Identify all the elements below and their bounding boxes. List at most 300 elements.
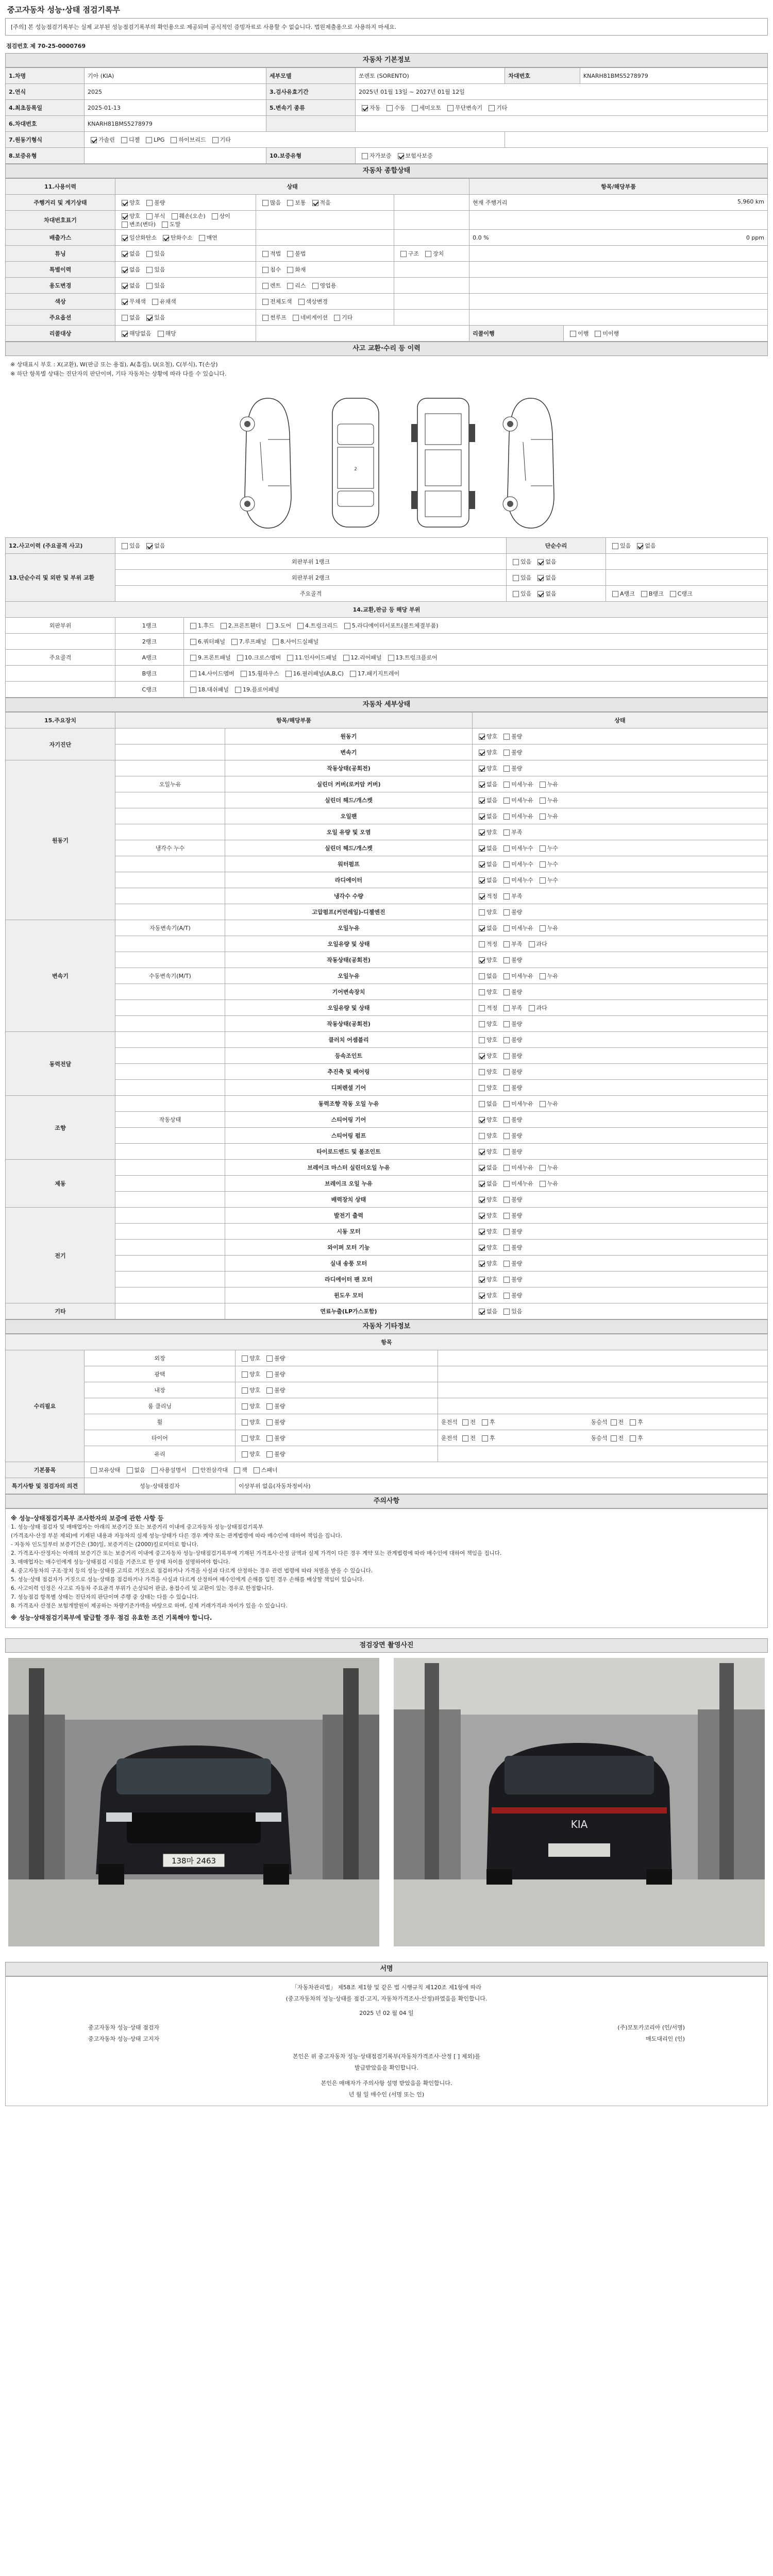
checkbox-option[interactable]: 양호 <box>476 1275 497 1283</box>
checkbox-icon[interactable] <box>122 283 128 289</box>
checkbox-option[interactable]: 미세누수 <box>500 876 533 884</box>
checkbox-icon[interactable] <box>158 331 164 337</box>
checkbox-icon[interactable] <box>146 283 153 289</box>
checkbox-icon[interactable] <box>262 299 268 305</box>
checkbox-option[interactable]: 양호 <box>476 1211 497 1219</box>
checkbox-option[interactable]: 없음 <box>476 1307 497 1315</box>
checkbox-icon[interactable] <box>122 267 128 273</box>
checkbox-icon[interactable] <box>242 1403 248 1410</box>
checkbox-icon[interactable] <box>146 200 153 206</box>
checkbox-icon[interactable] <box>479 909 485 916</box>
checkbox-option[interactable]: 없음 <box>476 844 497 852</box>
checkbox-option[interactable]: 불량 <box>263 1418 285 1426</box>
checkbox-icon[interactable] <box>122 543 128 549</box>
checkbox-option[interactable]: 양호 <box>119 212 140 220</box>
checkbox-icon[interactable] <box>503 1165 510 1171</box>
checkbox-icon[interactable] <box>312 200 318 206</box>
checkbox-option[interactable]: 상이 <box>209 212 230 220</box>
checkbox-option[interactable]: 양호 <box>239 1418 260 1426</box>
checkbox-icon[interactable] <box>503 1053 510 1059</box>
checkbox-option[interactable]: 없음 <box>476 1179 497 1188</box>
checkbox-icon[interactable] <box>262 315 268 321</box>
checkbox-option[interactable]: 보통 <box>284 198 306 207</box>
checkbox-icon[interactable] <box>479 1245 485 1251</box>
checkbox-option[interactable]: 보험사보증 <box>395 151 433 160</box>
part-option[interactable]: 5.라디에이터서포트(볼트체결부품) <box>341 621 439 630</box>
checkbox-option[interactable]: 있음 <box>510 557 531 566</box>
checkbox-icon[interactable] <box>234 1467 240 1473</box>
checkbox-icon[interactable] <box>212 213 218 219</box>
checkbox-option[interactable]: 누유 <box>536 972 558 980</box>
checkbox-option[interactable]: 자동 <box>359 104 380 112</box>
checkbox-option[interactable]: 기타 <box>209 135 231 144</box>
checkbox-option[interactable]: 양호 <box>476 1020 497 1028</box>
checkbox-option[interactable]: 누수 <box>536 844 558 852</box>
checkbox-icon[interactable] <box>266 1451 273 1458</box>
checkbox-icon[interactable] <box>503 734 510 740</box>
checkbox-icon[interactable] <box>540 877 546 884</box>
checkbox-icon[interactable] <box>570 331 576 337</box>
checkbox-icon[interactable] <box>122 315 128 321</box>
part-option[interactable]: 9.프론트패널 <box>187 653 231 662</box>
checkbox-option[interactable]: 전 <box>608 1418 624 1426</box>
checkbox-icon[interactable] <box>503 1277 510 1283</box>
checkbox-icon[interactable] <box>540 1101 546 1107</box>
checkbox-option[interactable]: 누수 <box>536 876 558 884</box>
checkbox-icon[interactable] <box>266 1419 273 1426</box>
checkbox-icon[interactable] <box>503 1021 510 1027</box>
checkbox-option[interactable]: 적음 <box>309 198 331 207</box>
checkbox-icon[interactable] <box>479 1277 485 1283</box>
checkbox-icon[interactable] <box>529 1005 535 1011</box>
part-option[interactable]: 1.후드 <box>187 621 214 630</box>
checkbox-option[interactable]: 없음 <box>476 972 497 980</box>
checkbox-option[interactable]: 부식 <box>143 212 165 220</box>
checkbox-icon[interactable] <box>595 331 601 337</box>
checkbox-option[interactable]: 불량 <box>500 1147 522 1156</box>
checkbox-option[interactable]: 과다 <box>526 940 547 948</box>
checkbox-icon[interactable] <box>479 798 485 804</box>
checkbox-icon[interactable] <box>122 213 128 219</box>
checkbox-icon[interactable] <box>503 1245 510 1251</box>
checkbox-option[interactable]: 화재 <box>284 265 306 274</box>
checkbox-icon[interactable] <box>503 1149 510 1155</box>
checkbox-option[interactable]: 불량 <box>500 1020 522 1028</box>
checkbox-icon[interactable] <box>479 877 485 884</box>
checkbox-icon[interactable] <box>172 213 178 219</box>
checkbox-option[interactable]: 전 <box>608 1434 624 1442</box>
part-option[interactable]: 18.대쉬패널 <box>187 685 229 693</box>
checkbox-icon[interactable] <box>479 893 485 900</box>
part-option[interactable]: 8.사이드실패널 <box>270 637 318 646</box>
checkbox-icon[interactable] <box>152 299 158 305</box>
checkbox-option[interactable]: 없음 <box>534 589 556 598</box>
checkbox-icon[interactable] <box>479 1069 485 1075</box>
checkbox-option[interactable]: 양호 <box>476 1291 497 1299</box>
checkbox-option[interactable]: 과다 <box>526 1004 547 1012</box>
checkbox-icon[interactable] <box>362 105 368 111</box>
checkbox-icon[interactable] <box>447 105 453 111</box>
checkbox-option[interactable]: 불량 <box>500 908 522 916</box>
checkbox-option[interactable]: 없음 <box>119 313 140 321</box>
checkbox-option[interactable]: 미세누유 <box>500 812 533 820</box>
checkbox-icon[interactable] <box>242 1387 248 1394</box>
checkbox-option[interactable]: 누유 <box>536 796 558 804</box>
checkbox-option[interactable]: 불량 <box>263 1354 285 1362</box>
part-option[interactable]: 4.트렁크리드 <box>294 621 338 630</box>
buyer-signature-line[interactable]: 년 월 일 매수인 (서명 또는 인) <box>348 2091 425 2098</box>
checkbox-option[interactable]: 불량 <box>500 988 522 996</box>
checkbox-icon[interactable] <box>503 893 510 900</box>
checkbox-icon[interactable] <box>479 1053 485 1059</box>
checkbox-icon[interactable] <box>122 251 128 257</box>
checkbox-option[interactable]: 미세누유 <box>500 1099 533 1108</box>
checkbox-icon[interactable] <box>482 1419 488 1426</box>
checkbox-option[interactable]: 후 <box>627 1418 643 1426</box>
checkbox-icon[interactable] <box>193 1467 199 1473</box>
checkbox-icon[interactable] <box>503 798 510 804</box>
checkbox-option[interactable]: 훼손(오손) <box>169 212 206 220</box>
checkbox-icon[interactable] <box>479 1133 485 1139</box>
checkbox-icon[interactable] <box>630 1419 636 1426</box>
checkbox-option[interactable]: B랭크 <box>638 589 664 598</box>
checkbox-icon[interactable] <box>503 1261 510 1267</box>
checkbox-icon[interactable] <box>540 973 546 979</box>
checkbox-option[interactable]: 양호 <box>476 1083 497 1092</box>
checkbox-option[interactable]: 양호 <box>239 1386 260 1394</box>
checkbox-icon[interactable] <box>152 1467 158 1473</box>
checkbox-icon[interactable] <box>266 1371 273 1378</box>
checkbox-option[interactable]: 후 <box>627 1434 643 1442</box>
part-option[interactable]: 13.트렁크플로어 <box>385 653 438 662</box>
checkbox-option[interactable]: 없음 <box>476 1099 497 1108</box>
part-option[interactable]: 10.크로스멤버 <box>234 653 281 662</box>
checkbox-icon[interactable] <box>266 1403 273 1410</box>
checkbox-icon[interactable] <box>212 137 219 143</box>
checkbox-icon[interactable] <box>479 734 485 740</box>
checkbox-icon[interactable] <box>513 559 519 565</box>
checkbox-icon[interactable] <box>641 591 647 597</box>
checkbox-option[interactable]: 있음 <box>510 573 531 582</box>
checkbox-icon[interactable] <box>91 1467 97 1473</box>
checkbox-icon[interactable] <box>479 845 485 852</box>
checkbox-option[interactable]: 있음 <box>500 1307 522 1315</box>
part-option[interactable]: 14.사이드멤버 <box>187 669 234 677</box>
checkbox-option[interactable]: 불량 <box>500 1243 522 1251</box>
checkbox-icon[interactable] <box>503 1213 510 1219</box>
checkbox-option[interactable]: 양호 <box>476 748 497 756</box>
checkbox-option[interactable]: 양호 <box>119 198 140 207</box>
checkbox-icon[interactable] <box>503 845 510 852</box>
checkbox-option[interactable]: 없음 <box>476 924 497 932</box>
checkbox-option[interactable]: 미세누유 <box>500 924 533 932</box>
checkbox-option[interactable]: 누유 <box>536 1099 558 1108</box>
checkbox-icon[interactable] <box>479 1149 485 1155</box>
checkbox-icon[interactable] <box>479 1309 485 1315</box>
checkbox-icon[interactable] <box>162 222 168 228</box>
checkbox-icon[interactable] <box>479 782 485 788</box>
part-option[interactable]: 19.플로어패널 <box>232 685 279 693</box>
checkbox-option[interactable]: 불량 <box>500 1131 522 1140</box>
checkbox-icon[interactable] <box>287 251 293 257</box>
checkbox-option[interactable]: 수동 <box>383 104 405 112</box>
checkbox-icon[interactable] <box>262 200 268 206</box>
checkbox-option[interactable]: 적정 <box>476 892 497 900</box>
checkbox-icon[interactable] <box>121 137 127 143</box>
checkbox-option[interactable]: 없음 <box>119 265 140 274</box>
checkbox-icon[interactable] <box>479 861 485 868</box>
checkbox-icon[interactable] <box>146 315 153 321</box>
checkbox-option[interactable]: 누유 <box>536 1179 558 1188</box>
checkbox-option[interactable]: 적법 <box>259 249 281 258</box>
checkbox-icon[interactable] <box>412 105 418 111</box>
checkbox-option[interactable]: 보유상태 <box>88 1466 121 1474</box>
checkbox-icon[interactable] <box>503 1117 510 1123</box>
checkbox-icon[interactable] <box>479 1181 485 1187</box>
checkbox-icon[interactable] <box>503 1037 510 1043</box>
checkbox-option[interactable]: 불량 <box>500 956 522 964</box>
checkbox-option[interactable]: 없음 <box>143 541 165 550</box>
checkbox-icon[interactable] <box>540 1181 546 1187</box>
checkbox-icon[interactable] <box>146 267 153 273</box>
checkbox-icon[interactable] <box>266 1435 273 1442</box>
checkbox-icon[interactable] <box>637 543 643 549</box>
checkbox-option[interactable]: 양호 <box>476 1227 497 1235</box>
checkbox-icon[interactable] <box>479 1117 485 1123</box>
part-option[interactable]: 2.프론트휀더 <box>217 621 261 630</box>
checkbox-icon[interactable] <box>503 973 510 979</box>
checkbox-option[interactable]: 매연 <box>196 233 217 242</box>
checkbox-icon[interactable] <box>503 1069 510 1075</box>
checkbox-icon[interactable] <box>479 1021 485 1027</box>
checkbox-option[interactable]: 불량 <box>500 1115 522 1124</box>
checkbox-icon[interactable] <box>513 591 519 597</box>
checkbox-option[interactable]: 불량 <box>500 1067 522 1076</box>
checkbox-icon[interactable] <box>242 1355 248 1362</box>
checkbox-option[interactable]: 리스 <box>284 281 306 290</box>
checkbox-option[interactable]: 불량 <box>500 748 522 756</box>
checkbox-option[interactable]: 양호 <box>239 1402 260 1410</box>
checkbox-option[interactable]: 불량 <box>500 1052 522 1060</box>
checkbox-icon[interactable] <box>91 137 97 143</box>
checkbox-option[interactable]: 누유 <box>536 1163 558 1172</box>
checkbox-option[interactable]: 양호 <box>476 908 497 916</box>
checkbox-icon[interactable] <box>298 299 305 305</box>
checkbox-option[interactable]: 기타 <box>485 104 507 112</box>
checkbox-option[interactable]: 세미오토 <box>409 104 442 112</box>
checkbox-option[interactable]: 전 <box>459 1418 476 1426</box>
checkbox-option[interactable]: 없음 <box>476 812 497 820</box>
checkbox-icon[interactable] <box>146 137 152 143</box>
checkbox-icon[interactable] <box>540 845 546 852</box>
checkbox-icon[interactable] <box>122 299 128 305</box>
checkbox-option[interactable]: 불량 <box>263 1370 285 1378</box>
checkbox-icon[interactable] <box>479 989 485 995</box>
checkbox-option[interactable]: 양호 <box>476 988 497 996</box>
checkbox-icon[interactable] <box>479 1229 485 1235</box>
checkbox-option[interactable]: 유채색 <box>149 297 176 306</box>
checkbox-option[interactable]: 누유 <box>536 812 558 820</box>
checkbox-icon[interactable] <box>540 925 546 931</box>
checkbox-icon[interactable] <box>287 283 293 289</box>
checkbox-option[interactable]: 양호 <box>476 1131 497 1140</box>
checkbox-option[interactable]: 미이행 <box>592 329 619 337</box>
checkbox-option[interactable]: 양호 <box>476 1115 497 1124</box>
checkbox-option[interactable]: 네비게이션 <box>290 313 328 321</box>
checkbox-option[interactable]: 없음 <box>476 1163 497 1172</box>
checkbox-icon[interactable] <box>462 1419 468 1426</box>
checkbox-icon[interactable] <box>163 235 169 241</box>
checkbox-option[interactable]: 썬루프 <box>259 313 287 321</box>
checkbox-option[interactable]: 적정 <box>476 940 497 948</box>
checkbox-option[interactable]: 미세누수 <box>500 860 533 868</box>
checkbox-option[interactable]: 가솔린 <box>88 135 115 144</box>
checkbox-option[interactable]: 색상변경 <box>295 297 328 306</box>
checkbox-icon[interactable] <box>146 213 153 219</box>
checkbox-icon[interactable] <box>122 235 128 241</box>
checkbox-icon[interactable] <box>503 1197 510 1203</box>
checkbox-option[interactable]: 양호 <box>476 1259 497 1267</box>
checkbox-icon[interactable] <box>503 829 510 836</box>
part-option[interactable]: 11.인사이드패널 <box>284 653 337 662</box>
checkbox-option[interactable]: 불량 <box>263 1402 285 1410</box>
checkbox-option[interactable]: 부족 <box>500 1004 522 1012</box>
checkbox-icon[interactable] <box>503 1101 510 1107</box>
checkbox-option[interactable]: 없음 <box>476 876 497 884</box>
checkbox-option[interactable]: 침수 <box>259 265 281 274</box>
checkbox-option[interactable]: 불량 <box>500 732 522 740</box>
checkbox-icon[interactable] <box>503 1181 510 1187</box>
checkbox-icon[interactable] <box>503 1229 510 1235</box>
checkbox-icon[interactable] <box>462 1435 468 1442</box>
checkbox-option[interactable]: 불량 <box>500 1291 522 1299</box>
checkbox-icon[interactable] <box>146 251 153 257</box>
checkbox-option[interactable]: 양호 <box>476 1147 497 1156</box>
checkbox-option[interactable]: 없음 <box>124 1466 145 1474</box>
checkbox-icon[interactable] <box>503 1293 510 1299</box>
checkbox-option[interactable]: 양호 <box>239 1450 260 1458</box>
checkbox-option[interactable]: 해당없음 <box>119 329 152 337</box>
checkbox-option[interactable]: 미세누유 <box>500 1179 533 1188</box>
checkbox-icon[interactable] <box>254 1467 260 1473</box>
checkbox-icon[interactable] <box>611 1435 617 1442</box>
checkbox-option[interactable]: 없음 <box>476 796 497 804</box>
checkbox-icon[interactable] <box>479 1101 485 1107</box>
checkbox-option[interactable]: 무단변속기 <box>444 104 482 112</box>
checkbox-option[interactable]: 불량 <box>500 1036 522 1044</box>
checkbox-option[interactable]: 있음 <box>143 265 165 274</box>
checkbox-icon[interactable] <box>386 105 393 111</box>
checkbox-option[interactable]: LPG <box>143 137 164 143</box>
checkbox-option[interactable]: 불량 <box>500 1211 522 1219</box>
checkbox-icon[interactable] <box>540 782 546 788</box>
checkbox-icon[interactable] <box>266 1387 273 1394</box>
part-option[interactable]: 17.패키지트레이 <box>347 669 399 677</box>
checkbox-option[interactable]: 있음 <box>143 249 165 258</box>
checkbox-option[interactable]: 미세누유 <box>500 780 533 788</box>
checkbox-icon[interactable] <box>479 941 485 947</box>
checkbox-option[interactable]: 미세누유 <box>500 1163 533 1172</box>
checkbox-icon[interactable] <box>503 909 510 916</box>
checkbox-option[interactable]: 누수 <box>536 860 558 868</box>
checkbox-icon[interactable] <box>513 575 519 581</box>
checkbox-option[interactable]: 이행 <box>567 329 589 337</box>
checkbox-icon[interactable] <box>127 1467 133 1473</box>
checkbox-option[interactable]: 후 <box>479 1418 495 1426</box>
checkbox-option[interactable]: 누유 <box>536 780 558 788</box>
checkbox-option[interactable]: 변조(변타) <box>119 220 156 228</box>
checkbox-option[interactable]: 불법 <box>284 249 306 258</box>
checkbox-icon[interactable] <box>503 766 510 772</box>
checkbox-icon[interactable] <box>262 251 268 257</box>
checkbox-option[interactable]: 있음 <box>143 313 165 321</box>
checkbox-option[interactable]: 양호 <box>476 732 497 740</box>
checkbox-icon[interactable] <box>362 153 368 159</box>
checkbox-option[interactable]: 불량 <box>143 198 165 207</box>
checkbox-icon[interactable] <box>479 814 485 820</box>
checkbox-option[interactable]: 미세누유 <box>500 796 533 804</box>
checkbox-icon[interactable] <box>503 814 510 820</box>
checkbox-icon[interactable] <box>489 105 495 111</box>
checkbox-option[interactable]: 구조 <box>397 249 419 258</box>
checkbox-icon[interactable] <box>479 1213 485 1219</box>
checkbox-icon[interactable] <box>503 750 510 756</box>
checkbox-icon[interactable] <box>479 1261 485 1267</box>
checkbox-option[interactable]: 미세누유 <box>500 972 533 980</box>
checkbox-icon[interactable] <box>146 543 153 549</box>
checkbox-icon[interactable] <box>482 1435 488 1442</box>
checkbox-icon[interactable] <box>479 1037 485 1043</box>
checkbox-icon[interactable] <box>612 543 618 549</box>
checkbox-option[interactable]: 기타 <box>331 313 352 321</box>
checkbox-option[interactable]: 부족 <box>500 892 522 900</box>
checkbox-option[interactable]: 있음 <box>609 541 631 550</box>
checkbox-icon[interactable] <box>537 559 544 565</box>
checkbox-option[interactable]: 렌트 <box>259 281 281 290</box>
part-option[interactable]: 6.쿼터패널 <box>187 637 225 646</box>
checkbox-option[interactable]: 하이브리드 <box>167 135 206 144</box>
checkbox-icon[interactable] <box>242 1451 248 1458</box>
checkbox-icon[interactable] <box>503 941 510 947</box>
checkbox-option[interactable]: 양호 <box>476 1036 497 1044</box>
checkbox-icon[interactable] <box>242 1371 248 1378</box>
checkbox-icon[interactable] <box>503 989 510 995</box>
checkbox-icon[interactable] <box>242 1419 248 1426</box>
checkbox-option[interactable]: 없음 <box>119 249 140 258</box>
part-option[interactable]: 3.도어 <box>264 621 291 630</box>
checkbox-option[interactable]: 탄화수소 <box>160 233 193 242</box>
checkbox-option[interactable]: 불량 <box>500 1083 522 1092</box>
checkbox-icon[interactable] <box>503 782 510 788</box>
checkbox-option[interactable]: 불량 <box>500 1275 522 1283</box>
checkbox-icon[interactable] <box>425 251 431 257</box>
checkbox-option[interactable]: 잭 <box>231 1466 247 1474</box>
checkbox-icon[interactable] <box>122 200 128 206</box>
checkbox-option[interactable]: 양호 <box>476 1243 497 1251</box>
checkbox-icon[interactable] <box>479 1293 485 1299</box>
checkbox-icon[interactable] <box>293 315 299 321</box>
checkbox-option[interactable]: A랭크 <box>609 589 635 598</box>
checkbox-icon[interactable] <box>503 957 510 963</box>
checkbox-option[interactable]: 누유 <box>536 924 558 932</box>
checkbox-icon[interactable] <box>479 1165 485 1171</box>
checkbox-icon[interactable] <box>122 331 128 337</box>
checkbox-icon[interactable] <box>612 591 618 597</box>
checkbox-icon[interactable] <box>529 941 535 947</box>
checkbox-option[interactable]: 불량 <box>500 764 522 772</box>
checkbox-icon[interactable] <box>479 1197 485 1203</box>
checkbox-option[interactable]: 양호 <box>476 764 497 772</box>
